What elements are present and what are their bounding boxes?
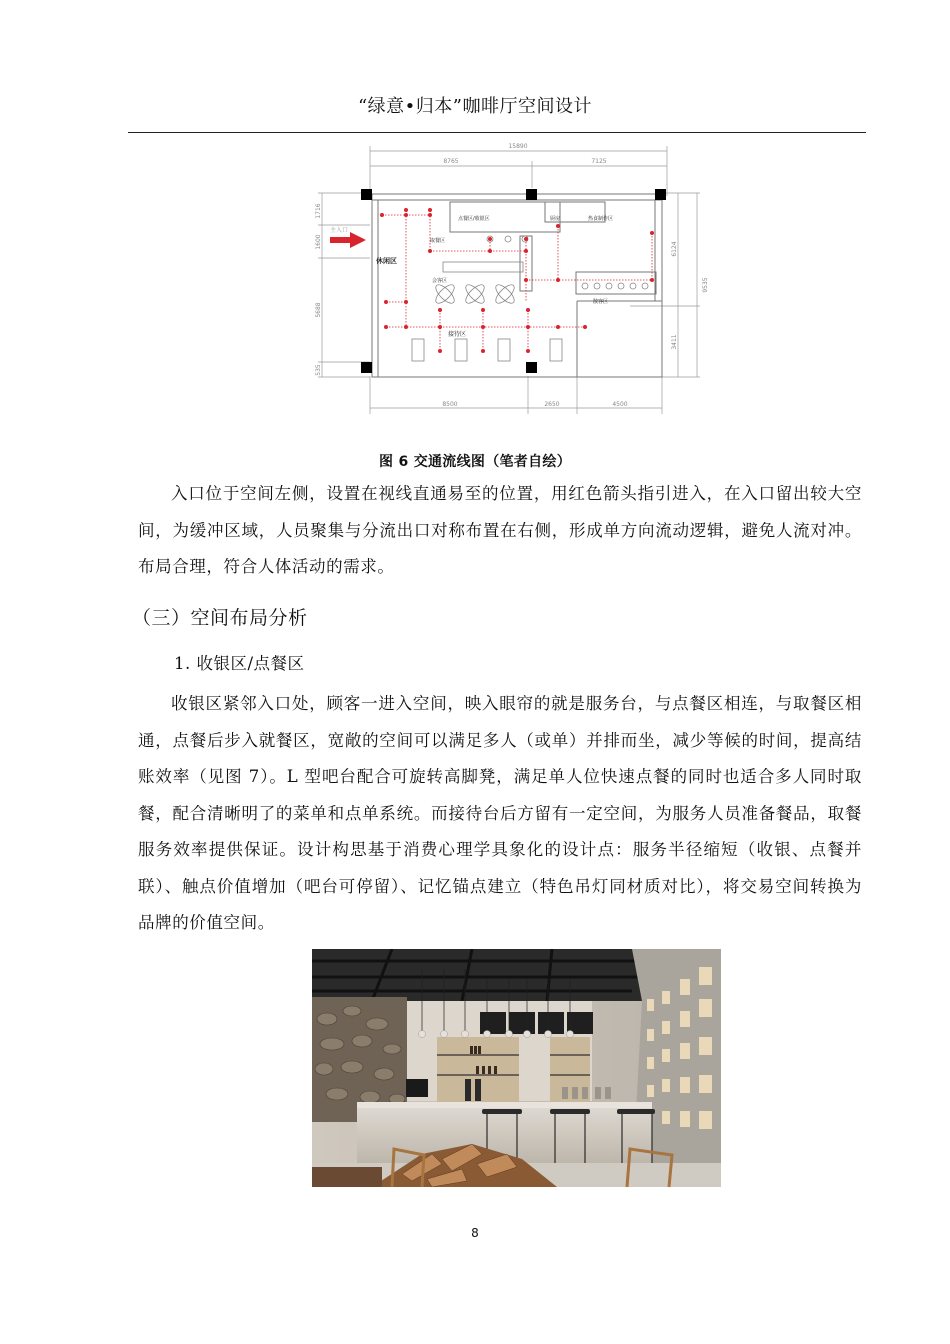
label-pickup: 取餐区 <box>430 238 446 244</box>
dim-top-total: 15890 <box>508 143 528 150</box>
paragraph-circulation: 入口位于空间左侧，设置在视线直通易至的位置，用红色箭头指引进入，在入口留出较大空间，为缓冲区域，人员聚集与分流出口对称布置在右侧，形成单方向流动逻辑，避免人流对冲。布局合理，符合人体活动的需求。 <box>138 484 862 576</box>
label-entrance: 主入口 <box>330 227 349 234</box>
page-number: 8 <box>471 1226 479 1240</box>
dim-bottom-right: 4500 <box>612 401 628 408</box>
label-kitchen: 厨房 <box>550 216 561 222</box>
running-header-title: “绿意•归本”咖啡厅空间设计 <box>357 96 593 117</box>
dim-right-2: 3411 <box>671 334 678 350</box>
dim-left-1: 1716 <box>315 203 322 219</box>
label-order-cashier: 点餐区/收银区 <box>458 216 490 222</box>
section-heading: （三）空间布局分析 <box>132 607 308 629</box>
dim-right-1: 6124 <box>671 241 678 257</box>
figure-6-caption: 图 6 交通流线图（笔者自绘） <box>379 454 571 470</box>
dim-top-left: 8765 <box>443 158 459 165</box>
dim-left-4: 535 <box>315 364 322 376</box>
label-lounge: 休闲区 <box>376 257 397 265</box>
dim-right-total: 9535 <box>702 277 709 293</box>
paragraph-cashier-area: 收银区紧邻入口处，顾客一进入空间，映入眼帘的就是服务台，与点餐区相连，与取餐区相通，点餐后步入就餐区，宽敞的空间可以满足多人（或单）并排而坐，减少等候的时间，提高结账效率（见图 7）。L 型吧台配合可旋转高脚凳，满足单人位快速点餐的同时也适合多人同时取餐，配合清晰明了的菜单和点单系统。而接待台后方留有一定空间，为服务人员准备餐品，取餐服务效率提供保证。设计构思基于消费心理学具象化的设计点：服务半径缩短（收银、点餐并联）、触点价值增加（吧台可停留）、记忆锚点建立（特色吊灯同材质对比），将交易空间转换为品牌的价值空间。 <box>138 694 862 932</box>
dim-left-3: 5688 <box>315 302 322 318</box>
dim-top-right: 7125 <box>591 158 607 165</box>
rendering-image <box>312 949 721 1187</box>
dim-bottom-left: 8500 <box>442 401 458 408</box>
label-bar-seating: 散客区 <box>593 299 609 305</box>
figure-coffee-bar-rendering <box>312 949 721 1187</box>
label-meeting: 会客区 <box>432 278 448 284</box>
dim-left-2: 1600 <box>315 234 322 250</box>
dim-bottom-mid: 2650 <box>544 401 560 408</box>
subsection-heading: 1. 收银区/点餐区 <box>174 654 305 673</box>
label-hot-food: 热食制作区 <box>588 216 614 222</box>
label-reception: 接待区 <box>448 331 467 338</box>
figure-traffic-flow-plan <box>300 136 720 428</box>
header-divider <box>128 132 866 133</box>
